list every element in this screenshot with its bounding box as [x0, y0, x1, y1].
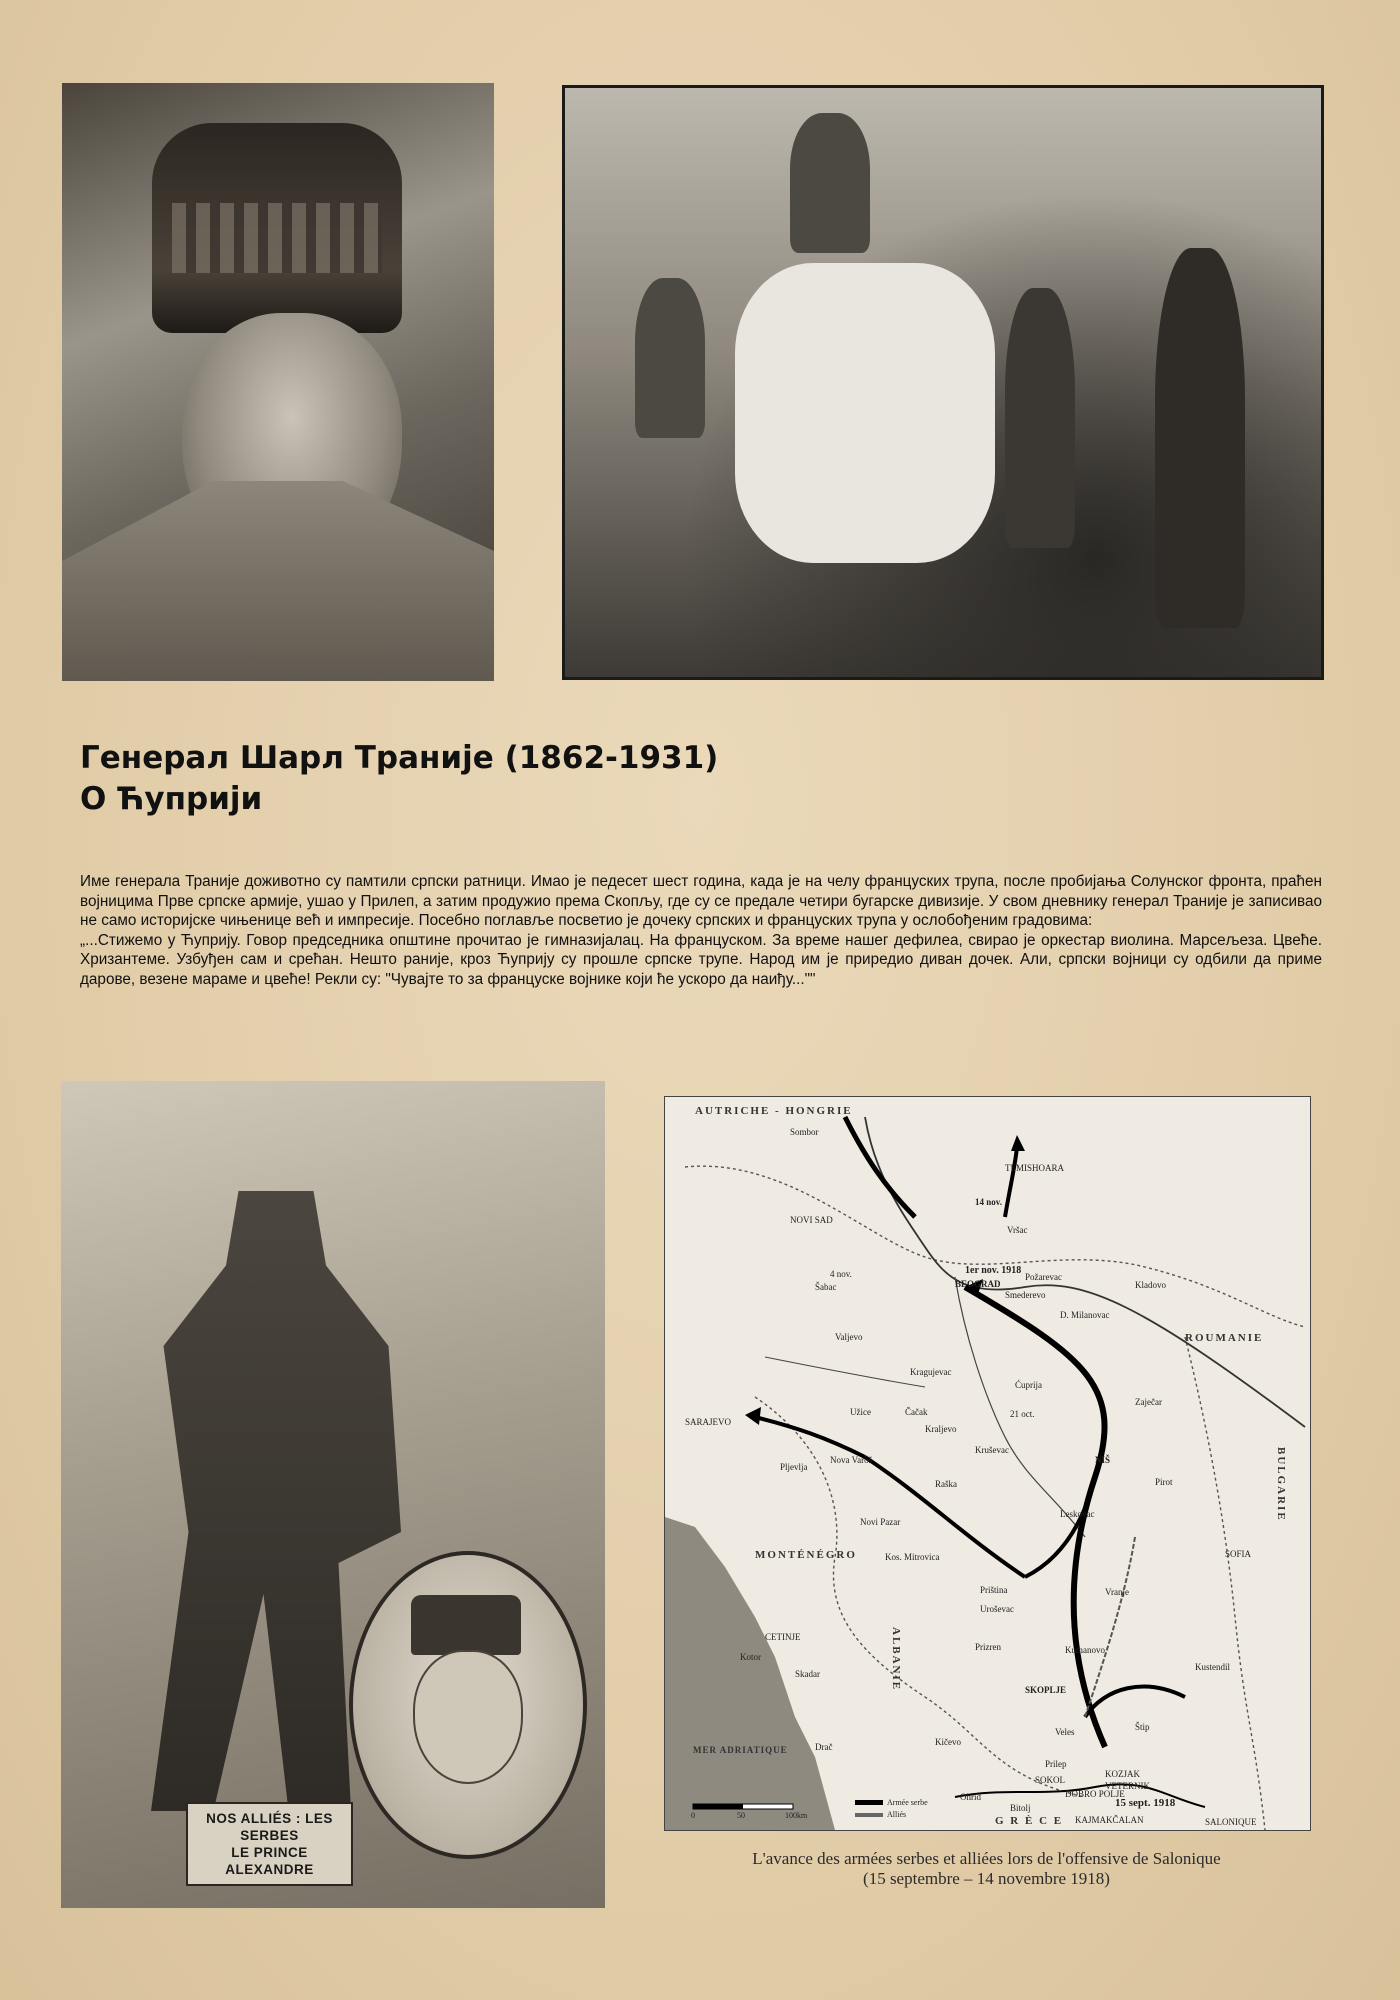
map-city-label: Pirot	[1155, 1477, 1173, 1487]
map-date-label: 15 sept. 1918	[1115, 1797, 1176, 1809]
map-city-label: Veles	[1055, 1727, 1075, 1737]
sava-river	[765, 1357, 925, 1387]
map-city-label: Kičevo	[935, 1737, 961, 1747]
article-body	[80, 872, 1322, 989]
map-country-label: ROUMANIE	[1185, 1332, 1264, 1344]
map-city-label: Požarevac	[1025, 1272, 1062, 1282]
legend-serbian-swatch	[855, 1800, 883, 1805]
map-city-label: Raška	[935, 1479, 957, 1489]
title-line-1: Генерал Шарл Траније (1862-1931)	[80, 740, 719, 776]
map-city-label: Uroševac	[980, 1604, 1014, 1614]
map-caption-line-1: L'avance des armées serbes et alliées lors de l'offensive de Salonique	[752, 1849, 1221, 1868]
cavalry-photo	[562, 85, 1324, 680]
general-portrait-photo	[62, 83, 494, 681]
map-country-label: MER ADRIATIQUE	[693, 1745, 788, 1755]
map-date-label: 1er nov. 1918	[965, 1265, 1022, 1276]
rider-figure	[1155, 248, 1245, 628]
map-city-label: Kustendil	[1195, 1662, 1230, 1672]
map-city-label: D. Milanovac	[1060, 1310, 1110, 1320]
allies-poster-illustration	[61, 1081, 605, 1908]
map-date-label: 14 nov.	[975, 1197, 1003, 1207]
body-paragraph-2: „...Стижемо у Ћуприју. Говор председника општине прочитао је гимназијалац. На француском. За време нашег дефилеа, свирао је оркестар виолина. Марсељеза. Цвеће. Хризантеме. Узбуђен сам и срећан. Нешто раније, кроз Ћуприју су прошле српске трупе. Народ им је приредио диван дочек. Али, српски војници су одбили да приме дарове, везене мараме и цвеће! Рекли су: "Чувајте то за француске војнике који ће ускоро да наиђу...""	[80, 931, 1322, 988]
map-city-label: TEMISHOARA	[1005, 1163, 1065, 1173]
poster-caption-line-1: NOS ALLIÉS : LES SERBES	[206, 1811, 333, 1843]
map-date-label: 4 nov.	[830, 1269, 852, 1279]
arrow-head	[1011, 1135, 1025, 1151]
map-city-label: Vranje	[1105, 1587, 1129, 1597]
poster-caption-line-2: LE PRINCE ALEXANDRE	[225, 1845, 314, 1877]
map-caption-line-2: (15 septembre – 14 novembre 1918)	[863, 1869, 1110, 1888]
map-country-label: AUTRICHE - HONGRIE	[695, 1105, 853, 1117]
map-city-label: SOKOL	[1035, 1775, 1066, 1785]
map-city-label: Kragujevac	[910, 1367, 952, 1377]
article-title	[80, 738, 718, 820]
map-city-label: Štip	[1135, 1722, 1150, 1732]
kepi-cap	[152, 123, 402, 333]
map-city-label: DOBRO POLJE	[1065, 1789, 1125, 1799]
scale-label: 50	[737, 1811, 745, 1820]
map-city-label: Kos. Mitrovica	[885, 1552, 940, 1562]
map-city-label: Čačak	[905, 1407, 928, 1417]
offensive-map	[664, 1096, 1311, 1831]
legend-allies-swatch	[855, 1813, 883, 1817]
rider-figure	[790, 113, 870, 253]
border-line	[1185, 1337, 1265, 1830]
map-city-label: CETINJE	[765, 1632, 801, 1642]
map-city-label: BEOGRAD	[955, 1279, 1001, 1289]
map-date-label: 21 oct.	[1010, 1409, 1035, 1419]
map-city-label: Prilep	[1045, 1759, 1067, 1769]
scale-bar-segment	[693, 1804, 743, 1809]
serbian-army-arrow	[1005, 1147, 1017, 1217]
map-city-label: Bitolj	[1010, 1803, 1031, 1813]
map-city-label: Vršac	[1007, 1225, 1028, 1235]
map-country-label: BULGARIE	[1275, 1447, 1287, 1522]
rider-figure	[1005, 288, 1075, 548]
map-city-label: Kumanovo	[1065, 1645, 1105, 1655]
horse-figure	[735, 263, 995, 563]
map-city-label: Prizren	[975, 1642, 1001, 1652]
map-city-label: Nova Varoš	[830, 1455, 873, 1465]
map-city-label: SKOPLJE	[1025, 1685, 1067, 1695]
map-city-label: Zaječar	[1135, 1397, 1162, 1407]
map-city-label: Skadar	[795, 1669, 820, 1679]
map-city-label: NIŠ	[1095, 1455, 1111, 1465]
map-city-label: VETERNIK	[1105, 1781, 1150, 1791]
arrow-head	[745, 1407, 761, 1425]
legend-serbian-label: Armée serbe	[887, 1798, 928, 1807]
map-city-label: SOFIA	[1225, 1549, 1252, 1559]
map-city-label: Leskovac	[1060, 1509, 1095, 1519]
map-city-label: Šabac	[815, 1282, 837, 1292]
map-city-label: Kruševac	[975, 1445, 1009, 1455]
map-city-label: Užice	[850, 1407, 871, 1417]
scale-label: 0	[691, 1811, 695, 1820]
map-city-label: Drač	[815, 1742, 833, 1752]
rider-figure	[635, 278, 705, 438]
map-caption	[664, 1849, 1309, 1889]
title-line-2: О Ћуприји	[80, 781, 263, 817]
map-city-label: Kraljevo	[925, 1424, 957, 1434]
map-city-label: KOZJAK	[1105, 1769, 1140, 1779]
map-city-label: SALONIQUE	[1205, 1817, 1257, 1827]
scale-label: 100km	[785, 1811, 808, 1820]
map-city-label: KAJMAKČALAN	[1075, 1815, 1144, 1825]
map-country-label: MONTÉNÉGRO	[755, 1549, 857, 1561]
serbian-army-arrow	[755, 1417, 865, 1457]
map-city-label: Novi Pazar	[860, 1517, 901, 1527]
danube-river	[865, 1117, 1305, 1427]
map-city-label: Sombor	[790, 1127, 819, 1137]
poster-caption	[186, 1802, 353, 1886]
allies-arrow	[1085, 1687, 1185, 1717]
map-country-label: G R È C E	[995, 1815, 1064, 1827]
map-city-label: Valjevo	[835, 1332, 863, 1342]
body-paragraph-1: Име генерала Траније доживотно су памтили српски ратници. Имао је педесет шест година, када је на челу француских трупа, после пробијања Солунског фронта, праћен војницима Прве српске армије, ушао у Прилеп, а затим продужио према Скопљу, где су се предале четири бугарске дивизије. У свом дневнику генерал Траније је записивао не само историјске чињенице већ и импресије. Посебно поглавље посветио је дочеку српских и француских трупа у ослобођеним градовима:	[80, 873, 1322, 929]
map-city-label: Pljevlja	[780, 1462, 808, 1472]
map-city-label: Kladovo	[1135, 1280, 1166, 1290]
portrait-coat	[62, 481, 494, 681]
map-city-label: Priština	[980, 1585, 1008, 1595]
map-city-label: Ćuprija	[1015, 1380, 1042, 1390]
map-city-label: Ohrid	[960, 1792, 981, 1802]
map-city-label: NOVI SAD	[790, 1215, 833, 1225]
map-city-label: SARAJEVO	[685, 1417, 732, 1427]
legend-allies-label: Alliés	[887, 1810, 907, 1819]
map-city-label: Smederevo	[1005, 1290, 1046, 1300]
map-city-label: Kotor	[740, 1652, 761, 1662]
map-country-label: ALBANIE	[890, 1627, 902, 1692]
prince-portrait-oval	[349, 1551, 587, 1859]
